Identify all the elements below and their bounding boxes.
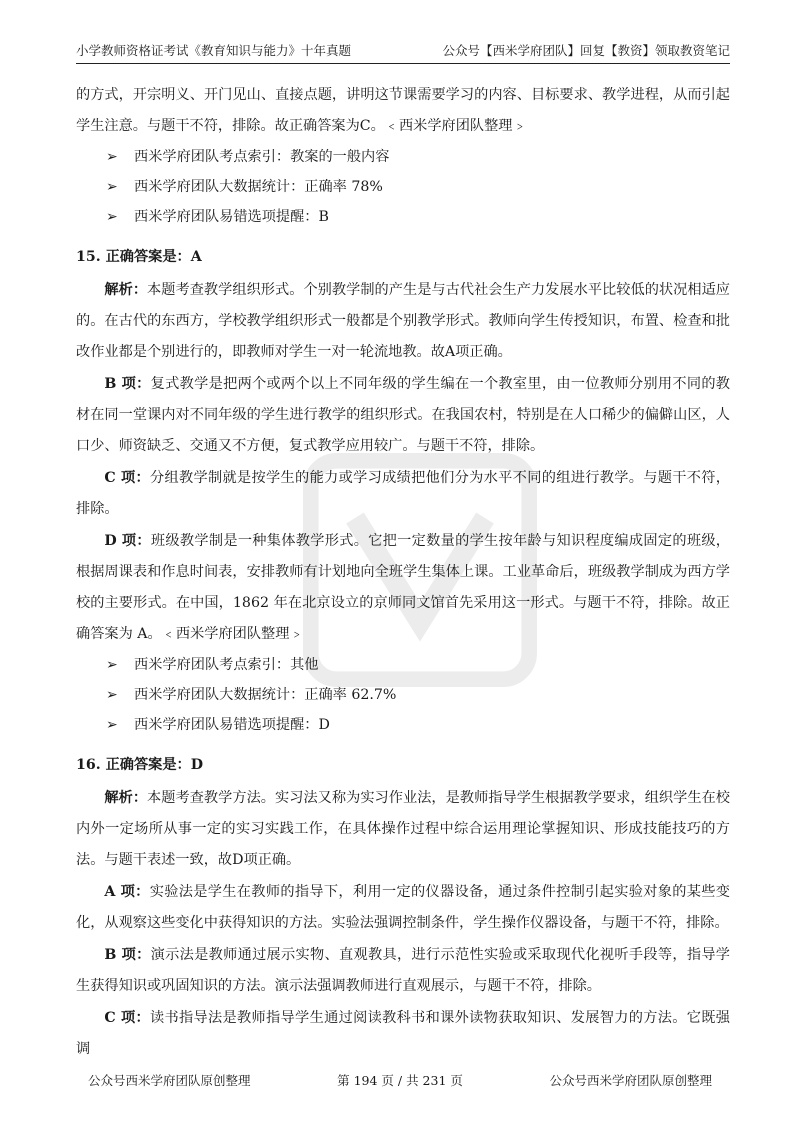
q16-option-b: B 项：演示法是教师通过展示实物、直观教具，进行示范性实验或采取现代化视听手段等，指导学生获得知识或巩固知识的方法。演示法强调教师进行直观展示，与题干不符，排除。 bbox=[76, 947, 730, 994]
q15-analysis: 解析：本题考查教学组织形式。个别教学制的产生是与古代社会生产力发展水平比较低的状况相适应的。在古代的东西方，学校教学组织形式一般都是个别教学形式。教师向学生传授知识，布置、检查和批改作业都是个别进行的，即教师对学生一对一轮流地教。故A项正确。 bbox=[76, 282, 730, 360]
q14-bullet-1: ➢ 西米学府团队考点索引：教案的一般内容 bbox=[76, 142, 730, 172]
arrow-bullet-icon: ➢ bbox=[106, 209, 118, 225]
footer-left: 公众号西米学府团队原创整理 bbox=[88, 1073, 251, 1088]
page-footer bbox=[0, 1070, 800, 1092]
q14-tail-text: 的方式，开宗明义、开门见山、直接点题，讲明这节课需要学习的内容、目标要求、教学进程，从而引起学生注意。与题干不符，排除。故正确答案为C。﹤西米学府团队整理﹥ bbox=[76, 87, 730, 134]
page-number: 第 194 页 / 共 231 页 bbox=[337, 1073, 463, 1088]
q16-analysis: 解析：本题考查教学方法。实习法又称为实习作业法，是教师指导学生根据教学要求，组织学生在校内外一定场所从事一定的实习实践工作，在具体操作过程中综合运用理论掌握知识、形成技能技巧的方法。与题干表述一致，故D项正确。 bbox=[76, 790, 730, 868]
q15-option-b: B 项：复式教学是把两个或两个以上不同年级的学生编在一个教室里，由一位教师分别用不同的教材在同一堂课内对不同年级的学生进行教学的组织形式。在我国农村，特别是在人口稀少的偏僻山区，人口少、师资缺乏、交通又不方便，复式教学应用较广。与题干不符，排除。 bbox=[76, 376, 730, 454]
q15-option-d: D 项：班级教学制是一种集体教学形式。它把一定数量的学生按年龄与知识程度编成固定的班级，根据周课表和作息时间表，安排教师有计划地向全班学生集体上课。工业革命后，班级教学制成为西方学校的主要形式。在中国，1862 年在北京设立的京师同文馆首先采用这一形式。与题干不符，排除。故正确答案为 A。﹤西米学府团队整理﹥ bbox=[76, 533, 730, 642]
q15-bullet-3: ➢ 西米学府团队易错选项提醒：D bbox=[76, 710, 730, 740]
header-title: 小学教师资格证考试《教育知识与能力》十年真题 bbox=[76, 43, 352, 58]
header-divider bbox=[76, 63, 730, 64]
footer-right: 公众号西米学府团队原创整理 bbox=[549, 1073, 712, 1088]
q15-option-c: C 项：分组教学制就是按学生的能力或学习成绩把他们分为水平不同的组进行教学。与题干不符，排除。 bbox=[76, 470, 730, 517]
q16-option-c: C 项：读书指导法是教师指导学生通过阅读教科书和课外读物获取知识、发展智力的方法。它既强调 bbox=[76, 1010, 730, 1057]
q16-title: 16. 正确答案是：D bbox=[76, 757, 204, 773]
q14-bullet-3: ➢ 西米学府团队易错选项提醒：B bbox=[76, 202, 730, 232]
q16-option-a: A 项：实验法是学生在教师的指导下，利用一定的仪器设备，通过条件控制引起实验对象的某些变化，从观察这些变化中获得知识的方法。实验法强调控制条件，学生操作仪器设备，与题干不符，排除。 bbox=[76, 884, 730, 931]
content-body bbox=[76, 80, 730, 1065]
q14-bullet-2: ➢ 西米学府团队大数据统计：正确率 78% bbox=[76, 172, 730, 202]
q15-title: 15. 正确答案是：A bbox=[76, 249, 202, 265]
arrow-bullet-icon: ➢ bbox=[106, 149, 118, 165]
header-note: 公众号【西米学府团队】回复【教资】领取教资笔记 bbox=[442, 43, 730, 58]
q15-bullet-1: ➢ 西米学府团队考点索引：其他 bbox=[76, 650, 730, 680]
arrow-bullet-icon: ➢ bbox=[106, 179, 118, 195]
arrow-bullet-icon: ➢ bbox=[106, 657, 118, 673]
q15-analysis-label: 解析： bbox=[104, 282, 148, 298]
page-header bbox=[76, 40, 730, 62]
arrow-bullet-icon: ➢ bbox=[106, 687, 118, 703]
q15-bullet-2: ➢ 西米学府团队大数据统计：正确率 62.7% bbox=[76, 680, 730, 710]
arrow-bullet-icon: ➢ bbox=[106, 717, 118, 733]
